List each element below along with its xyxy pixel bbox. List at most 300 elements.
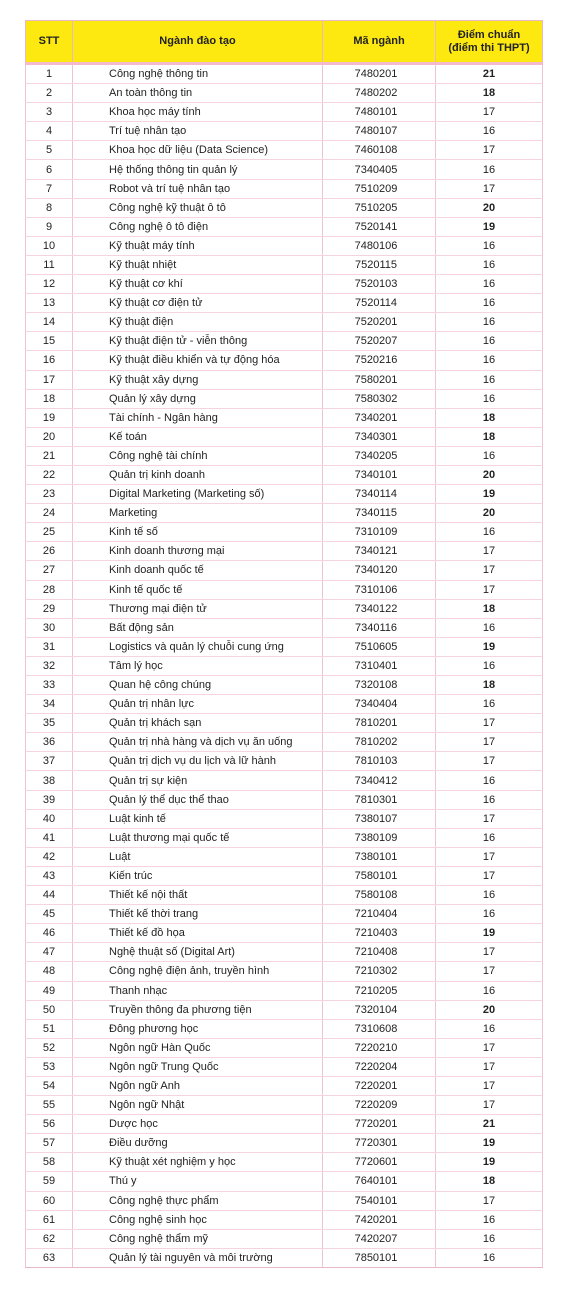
- row-stt: 7: [26, 179, 73, 198]
- row-code: 7580302: [323, 389, 436, 408]
- table-row: [26, 542, 543, 561]
- table-row: [26, 714, 543, 733]
- row-code: 7510209: [323, 179, 436, 198]
- row-stt: 3: [26, 103, 73, 122]
- row-code: 7580201: [323, 370, 436, 389]
- row-stt: 2: [26, 84, 73, 103]
- row-stt: 18: [26, 389, 73, 408]
- row-major: Quản trị nhà hàng và dịch vụ ăn uống: [73, 733, 323, 752]
- row-major: Quản lý thể dục thể thao: [73, 790, 323, 809]
- row-stt: 14: [26, 313, 73, 332]
- row-major: Hệ thống thông tin quản lý: [73, 160, 323, 179]
- row-code: 7210408: [323, 943, 436, 962]
- row-code: 7340115: [323, 504, 436, 523]
- row-stt: 17: [26, 370, 73, 389]
- row-code: 7340412: [323, 771, 436, 790]
- row-major: Công nghệ tài chính: [73, 446, 323, 465]
- row-stt: 54: [26, 1076, 73, 1095]
- row-major: Robot và trí tuệ nhân tạo: [73, 179, 323, 198]
- row-score: 16: [436, 790, 543, 809]
- row-major: Quản trị khách sạn: [73, 714, 323, 733]
- row-major: Bất động sản: [73, 618, 323, 637]
- row-stt: 21: [26, 446, 73, 465]
- row-stt: 20: [26, 427, 73, 446]
- row-score: 16: [436, 122, 543, 141]
- table-row: [26, 103, 543, 122]
- row-stt: 45: [26, 905, 73, 924]
- row-code: 7320104: [323, 1000, 436, 1019]
- row-code: 7420201: [323, 1210, 436, 1229]
- row-score: 19: [436, 637, 543, 656]
- row-stt: 16: [26, 351, 73, 370]
- table-row: [26, 485, 543, 504]
- row-major: Công nghệ ô tô điện: [73, 217, 323, 236]
- row-major: Kiến trúc: [73, 866, 323, 885]
- row-major: Khoa học dữ liệu (Data Science): [73, 141, 323, 160]
- table-row: [26, 275, 543, 294]
- row-major: Công nghệ kỹ thuật ô tô: [73, 198, 323, 217]
- row-code: 7220204: [323, 1057, 436, 1076]
- row-stt: 56: [26, 1115, 73, 1134]
- row-code: 7520141: [323, 217, 436, 236]
- row-major: Thanh nhạc: [73, 981, 323, 1000]
- table-row: [26, 943, 543, 962]
- row-code: 7810202: [323, 733, 436, 752]
- row-score: 18: [436, 599, 543, 618]
- row-major: Điều dưỡng: [73, 1134, 323, 1153]
- row-major: An toàn thông tin: [73, 84, 323, 103]
- row-code: 7210404: [323, 905, 436, 924]
- table-row: [26, 580, 543, 599]
- table-row: [26, 1191, 543, 1210]
- header-code: Mã ngành: [323, 21, 436, 64]
- row-score: 20: [436, 465, 543, 484]
- row-major: Tài chính - Ngân hàng: [73, 408, 323, 427]
- row-code: 7320108: [323, 676, 436, 695]
- row-major: Kỹ thuật cơ khí: [73, 275, 323, 294]
- row-score: 16: [436, 828, 543, 847]
- table-row: [26, 1115, 543, 1134]
- admission-score-table-container: [25, 20, 542, 1268]
- table-row: [26, 1153, 543, 1172]
- row-score: 20: [436, 1000, 543, 1019]
- row-major: Ngôn ngữ Hàn Quốc: [73, 1038, 323, 1057]
- row-score: 17: [436, 1076, 543, 1095]
- row-stt: 39: [26, 790, 73, 809]
- row-major: Kỹ thuật xây dựng: [73, 370, 323, 389]
- table-row: [26, 370, 543, 389]
- row-score: 20: [436, 198, 543, 217]
- row-stt: 50: [26, 1000, 73, 1019]
- row-major: Kinh tế số: [73, 523, 323, 542]
- row-stt: 52: [26, 1038, 73, 1057]
- row-code: 7220210: [323, 1038, 436, 1057]
- table-row: [26, 1210, 543, 1229]
- row-major: Logistics và quản lý chuỗi cung ứng: [73, 637, 323, 656]
- row-code: 7480106: [323, 236, 436, 255]
- table-row: [26, 465, 543, 484]
- row-stt: 26: [26, 542, 73, 561]
- row-score: 16: [436, 981, 543, 1000]
- row-score: 16: [436, 1248, 543, 1267]
- row-code: 7580101: [323, 866, 436, 885]
- row-score: 18: [436, 84, 543, 103]
- row-stt: 8: [26, 198, 73, 217]
- row-major: Thú y: [73, 1172, 323, 1191]
- table-row: [26, 637, 543, 656]
- row-stt: 11: [26, 255, 73, 274]
- row-stt: 42: [26, 847, 73, 866]
- row-score: 16: [436, 656, 543, 675]
- row-code: 7210205: [323, 981, 436, 1000]
- row-score: 16: [436, 1210, 543, 1229]
- row-stt: 47: [26, 943, 73, 962]
- row-code: 7210302: [323, 962, 436, 981]
- row-code: 7340205: [323, 446, 436, 465]
- table-row: [26, 1000, 543, 1019]
- row-code: 7340122: [323, 599, 436, 618]
- row-code: 7310106: [323, 580, 436, 599]
- row-score: 17: [436, 733, 543, 752]
- row-stt: 28: [26, 580, 73, 599]
- table-row: [26, 924, 543, 943]
- row-code: 7340404: [323, 695, 436, 714]
- row-major: Kinh tế quốc tế: [73, 580, 323, 599]
- table-row: [26, 886, 543, 905]
- row-major: Công nghệ thẩm mỹ: [73, 1229, 323, 1248]
- row-major: Ngôn ngữ Anh: [73, 1076, 323, 1095]
- row-major: Kỹ thuật nhiệt: [73, 255, 323, 274]
- row-score: 20: [436, 504, 543, 523]
- row-major: Luật kinh tế: [73, 809, 323, 828]
- table-row: [26, 656, 543, 675]
- row-score: 21: [436, 1115, 543, 1134]
- row-major: Digital Marketing (Marketing số): [73, 485, 323, 504]
- row-stt: 33: [26, 676, 73, 695]
- row-major: Nghệ thuật số (Digital Art): [73, 943, 323, 962]
- table-row: [26, 446, 543, 465]
- row-stt: 15: [26, 332, 73, 351]
- row-stt: 63: [26, 1248, 73, 1267]
- table-row: [26, 905, 543, 924]
- row-stt: 12: [26, 275, 73, 294]
- row-code: 7480107: [323, 122, 436, 141]
- row-code: 7310401: [323, 656, 436, 675]
- table-row: [26, 1172, 543, 1191]
- table-row: [26, 809, 543, 828]
- row-stt: 44: [26, 886, 73, 905]
- row-code: 7850101: [323, 1248, 436, 1267]
- row-stt: 36: [26, 733, 73, 752]
- table-row: [26, 1134, 543, 1153]
- table-row: [26, 160, 543, 179]
- row-major: Thiết kế nội thất: [73, 886, 323, 905]
- row-stt: 49: [26, 981, 73, 1000]
- table-row: [26, 733, 543, 752]
- table-row: [26, 217, 543, 236]
- row-stt: 58: [26, 1153, 73, 1172]
- table-row: [26, 695, 543, 714]
- row-stt: 19: [26, 408, 73, 427]
- row-major: Thiết kế đồ họa: [73, 924, 323, 943]
- row-score: 17: [436, 809, 543, 828]
- row-major: Kỹ thuật điều khiển và tự động hóa: [73, 351, 323, 370]
- table-row: [26, 771, 543, 790]
- row-major: Dược học: [73, 1115, 323, 1134]
- row-score: 16: [436, 618, 543, 637]
- row-major: Marketing: [73, 504, 323, 523]
- row-score: 17: [436, 962, 543, 981]
- row-stt: 5: [26, 141, 73, 160]
- row-score: 17: [436, 1191, 543, 1210]
- row-score: 16: [436, 389, 543, 408]
- row-stt: 57: [26, 1134, 73, 1153]
- table-row: [26, 1096, 543, 1115]
- row-code: 7810201: [323, 714, 436, 733]
- table-row: [26, 1057, 543, 1076]
- row-code: 7220209: [323, 1096, 436, 1115]
- row-code: 7380109: [323, 828, 436, 847]
- row-stt: 10: [26, 236, 73, 255]
- row-code: 7810103: [323, 752, 436, 771]
- table-row: [26, 1248, 543, 1267]
- table-row: [26, 523, 543, 542]
- row-score: 17: [436, 103, 543, 122]
- row-score: 16: [436, 370, 543, 389]
- table-row: [26, 179, 543, 198]
- row-code: 7340101: [323, 465, 436, 484]
- row-major: Ngôn ngữ Nhật: [73, 1096, 323, 1115]
- row-major: Quản lý xây dựng: [73, 389, 323, 408]
- header-stt: STT: [26, 21, 73, 64]
- table-row: [26, 255, 543, 274]
- row-stt: 37: [26, 752, 73, 771]
- row-code: 7480202: [323, 84, 436, 103]
- row-score: 17: [436, 1057, 543, 1076]
- row-stt: 9: [26, 217, 73, 236]
- row-major: Đông phương học: [73, 1019, 323, 1038]
- header-score-line1: Điểm chuẩn: [457, 28, 521, 41]
- table-row: [26, 1019, 543, 1038]
- row-major: Quản trị nhân lực: [73, 695, 323, 714]
- row-major: Kinh doanh thương mại: [73, 542, 323, 561]
- row-stt: 25: [26, 523, 73, 542]
- row-score: 16: [436, 905, 543, 924]
- row-score: 17: [436, 542, 543, 561]
- row-code: 7720301: [323, 1134, 436, 1153]
- row-code: 7220201: [323, 1076, 436, 1095]
- row-major: Quan hệ công chúng: [73, 676, 323, 695]
- row-score: 18: [436, 408, 543, 427]
- row-score: 16: [436, 236, 543, 255]
- row-stt: 29: [26, 599, 73, 618]
- row-code: 7310109: [323, 523, 436, 542]
- row-score: 16: [436, 255, 543, 274]
- table-row: [26, 847, 543, 866]
- row-code: 7340201: [323, 408, 436, 427]
- table-row: [26, 676, 543, 695]
- row-score: 19: [436, 1153, 543, 1172]
- row-score: 17: [436, 1038, 543, 1057]
- row-major: Trí tuệ nhân tạo: [73, 122, 323, 141]
- row-code: 7520201: [323, 313, 436, 332]
- table-row: [26, 1038, 543, 1057]
- row-score: 17: [436, 580, 543, 599]
- row-code: 7480101: [323, 103, 436, 122]
- row-score: 16: [436, 160, 543, 179]
- row-stt: 35: [26, 714, 73, 733]
- row-score: 16: [436, 351, 543, 370]
- row-code: 7520115: [323, 255, 436, 274]
- table-row: [26, 790, 543, 809]
- row-code: 7720201: [323, 1115, 436, 1134]
- row-code: 7510205: [323, 198, 436, 217]
- table-row: [26, 561, 543, 580]
- table-row: [26, 981, 543, 1000]
- row-stt: 34: [26, 695, 73, 714]
- row-code: 7640101: [323, 1172, 436, 1191]
- row-major: Kỹ thuật xét nghiệm y học: [73, 1153, 323, 1172]
- row-code: 7510605: [323, 637, 436, 656]
- row-major: Kinh doanh quốc tế: [73, 561, 323, 580]
- row-score: 16: [436, 313, 543, 332]
- table-row: [26, 236, 543, 255]
- row-major: Quản trị sự kiện: [73, 771, 323, 790]
- row-stt: 53: [26, 1057, 73, 1076]
- row-code: 7210403: [323, 924, 436, 943]
- row-score: 18: [436, 427, 543, 446]
- row-score: 16: [436, 275, 543, 294]
- row-score: 17: [436, 141, 543, 160]
- table-row: [26, 389, 543, 408]
- row-score: 17: [436, 179, 543, 198]
- table-row: [26, 599, 543, 618]
- table-row: [26, 313, 543, 332]
- row-major: Truyền thông đa phương tiện: [73, 1000, 323, 1019]
- row-score: 18: [436, 1172, 543, 1191]
- table-row: [26, 752, 543, 771]
- row-stt: 43: [26, 866, 73, 885]
- row-stt: 23: [26, 485, 73, 504]
- row-stt: 30: [26, 618, 73, 637]
- row-score: 16: [436, 1229, 543, 1248]
- row-stt: 6: [26, 160, 73, 179]
- row-score: 16: [436, 332, 543, 351]
- row-stt: 55: [26, 1096, 73, 1115]
- row-code: 7380107: [323, 809, 436, 828]
- row-stt: 59: [26, 1172, 73, 1191]
- row-major: Công nghệ điện ảnh, truyền hình: [73, 962, 323, 981]
- table-row: [26, 1076, 543, 1095]
- row-code: 7340116: [323, 618, 436, 637]
- table-body: [26, 64, 543, 1268]
- row-major: Quản lý tài nguyên và môi trường: [73, 1248, 323, 1267]
- row-major: Khoa học máy tính: [73, 103, 323, 122]
- row-score: 17: [436, 561, 543, 580]
- row-code: 7340301: [323, 427, 436, 446]
- row-major: Quản trị dịch vụ du lịch và lữ hành: [73, 752, 323, 771]
- admission-score-table: [25, 20, 543, 1268]
- row-stt: 62: [26, 1229, 73, 1248]
- row-stt: 51: [26, 1019, 73, 1038]
- row-code: 7420207: [323, 1229, 436, 1248]
- table-row: [26, 618, 543, 637]
- row-code: 7460108: [323, 141, 436, 160]
- row-code: 7540101: [323, 1191, 436, 1210]
- row-code: 7340121: [323, 542, 436, 561]
- row-score: 18: [436, 676, 543, 695]
- table-row: [26, 427, 543, 446]
- header-major: Ngành đào tạo: [73, 21, 323, 64]
- row-stt: 60: [26, 1191, 73, 1210]
- table-row: [26, 1229, 543, 1248]
- row-major: Kỹ thuật điện tử - viễn thông: [73, 332, 323, 351]
- row-code: 7340114: [323, 485, 436, 504]
- row-code: 7310608: [323, 1019, 436, 1038]
- row-major: Công nghệ sinh học: [73, 1210, 323, 1229]
- table-row: [26, 962, 543, 981]
- table-row: [26, 84, 543, 103]
- row-code: 7520216: [323, 351, 436, 370]
- row-code: 7720601: [323, 1153, 436, 1172]
- table-row: [26, 294, 543, 313]
- table-header-row: [26, 21, 543, 64]
- row-code: 7520207: [323, 332, 436, 351]
- row-stt: 32: [26, 656, 73, 675]
- row-major: Công nghệ thông tin: [73, 64, 323, 84]
- row-stt: 48: [26, 962, 73, 981]
- row-score: 19: [436, 485, 543, 504]
- table-row: [26, 828, 543, 847]
- row-score: 19: [436, 1134, 543, 1153]
- row-stt: 24: [26, 504, 73, 523]
- row-score: 16: [436, 294, 543, 313]
- row-score: 16: [436, 771, 543, 790]
- row-code: 7810301: [323, 790, 436, 809]
- row-score: 17: [436, 847, 543, 866]
- row-code: 7480201: [323, 64, 436, 84]
- row-major: Ngôn ngữ Trung Quốc: [73, 1057, 323, 1076]
- table-row: [26, 866, 543, 885]
- table-row: [26, 198, 543, 217]
- row-score: 16: [436, 1019, 543, 1038]
- table-row: [26, 141, 543, 160]
- row-stt: 31: [26, 637, 73, 656]
- table-row: [26, 64, 543, 84]
- row-score: 17: [436, 752, 543, 771]
- row-code: 7340120: [323, 561, 436, 580]
- row-major: Kế toán: [73, 427, 323, 446]
- row-major: Thiết kế thời trang: [73, 905, 323, 924]
- row-major: Kỹ thuật cơ điện tử: [73, 294, 323, 313]
- row-score: 17: [436, 714, 543, 733]
- row-stt: 13: [26, 294, 73, 313]
- table-row: [26, 351, 543, 370]
- row-stt: 22: [26, 465, 73, 484]
- table-row: [26, 408, 543, 427]
- row-code: 7380101: [323, 847, 436, 866]
- table-row: [26, 122, 543, 141]
- header-score-line2: (điểm thi THPT): [448, 41, 530, 54]
- row-stt: 1: [26, 64, 73, 84]
- row-code: 7520103: [323, 275, 436, 294]
- row-code: 7340405: [323, 160, 436, 179]
- row-code: 7580108: [323, 886, 436, 905]
- row-stt: 27: [26, 561, 73, 580]
- table-row: [26, 332, 543, 351]
- row-stt: 38: [26, 771, 73, 790]
- row-score: 17: [436, 943, 543, 962]
